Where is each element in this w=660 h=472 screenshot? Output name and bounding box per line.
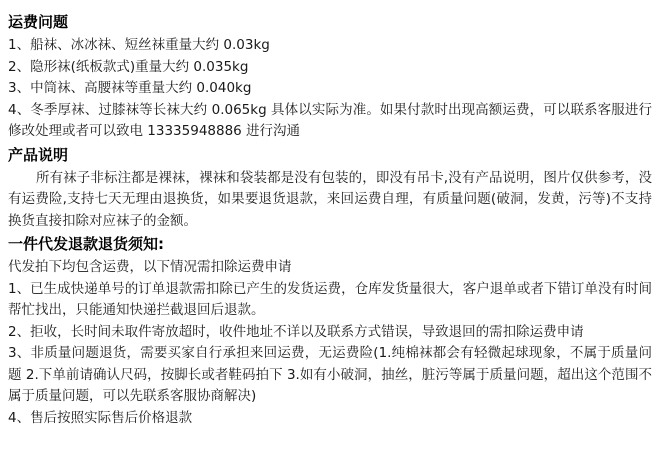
shipping-item-4: 4、冬季厚袜、过膝袜等长袜大约 0.065kg 具体以实际为准。如果付款时出现高额运费，可以联系客服进行修改处理或者可以致电 13335948886 进行沟通 [8, 101, 652, 139]
shipping-item-2: 2、隐形袜(纸板款式)重量大约 0.035kg [8, 58, 249, 75]
shipping-item-3: 3、中筒袜、高腰袜等重量大约 0.040kg [8, 80, 252, 96]
shipping-item-1: 1、船袜、冰冰袜、短丝袜重量大约 0.03kg [8, 37, 270, 53]
section-heading-shipping: 运费问题 [8, 13, 69, 31]
dropship-item-4: 4、售后按照实际售后价格退款 [8, 409, 193, 426]
section-heading-dropship-refund: 一件代发退款退货须知: [8, 235, 164, 253]
section-heading-product-description: 产品说明 [8, 145, 69, 164]
section-dropship-refund [8, 234, 652, 429]
product-description-text: 所有袜子非标注都是裸袜，裸袜和袋装都是没有包装的，即没有吊卡,没有产品说明，图片仅供参考，没有运费险,支持七天无理由退换货，如果要退货退款，来回运费自理，有质量问题(破洞，发黄，污等)不支持换货直接扣除对应袜子的金额。 [8, 169, 652, 229]
section-shipping [8, 12, 652, 143]
dropship-item-1: 1、已生成快递单号的订单退款需扣除已产生的发货运费，仓库发货量很大，客户退单或者下错订单没有时间帮忙找出，只能通知快递拦截退回后退款。 [8, 280, 652, 318]
section-product-description [8, 145, 652, 233]
dropship-item-3: 3、非质量问题退货，需要买家自行承担来回运费，无运费险(1.纯棉袜都会有轻微起球现象，不属于质量问题 2.下单前请确认尺码，按脚长或者鞋码拍下 3.如有小破洞，抽丝，脏污等属于质量问题，超出这个范围不属于质量问题，可以先联系客服协商解决) [8, 345, 652, 404]
dropship-intro: 代发拍下均包含运费，以下情况需扣除运费申请 [8, 259, 292, 275]
dropship-item-2: 2、拒收，长时间未取件寄放超时，收件地址不详以及联系方式错误，导致退回的需扣除运费申请 [8, 323, 584, 340]
